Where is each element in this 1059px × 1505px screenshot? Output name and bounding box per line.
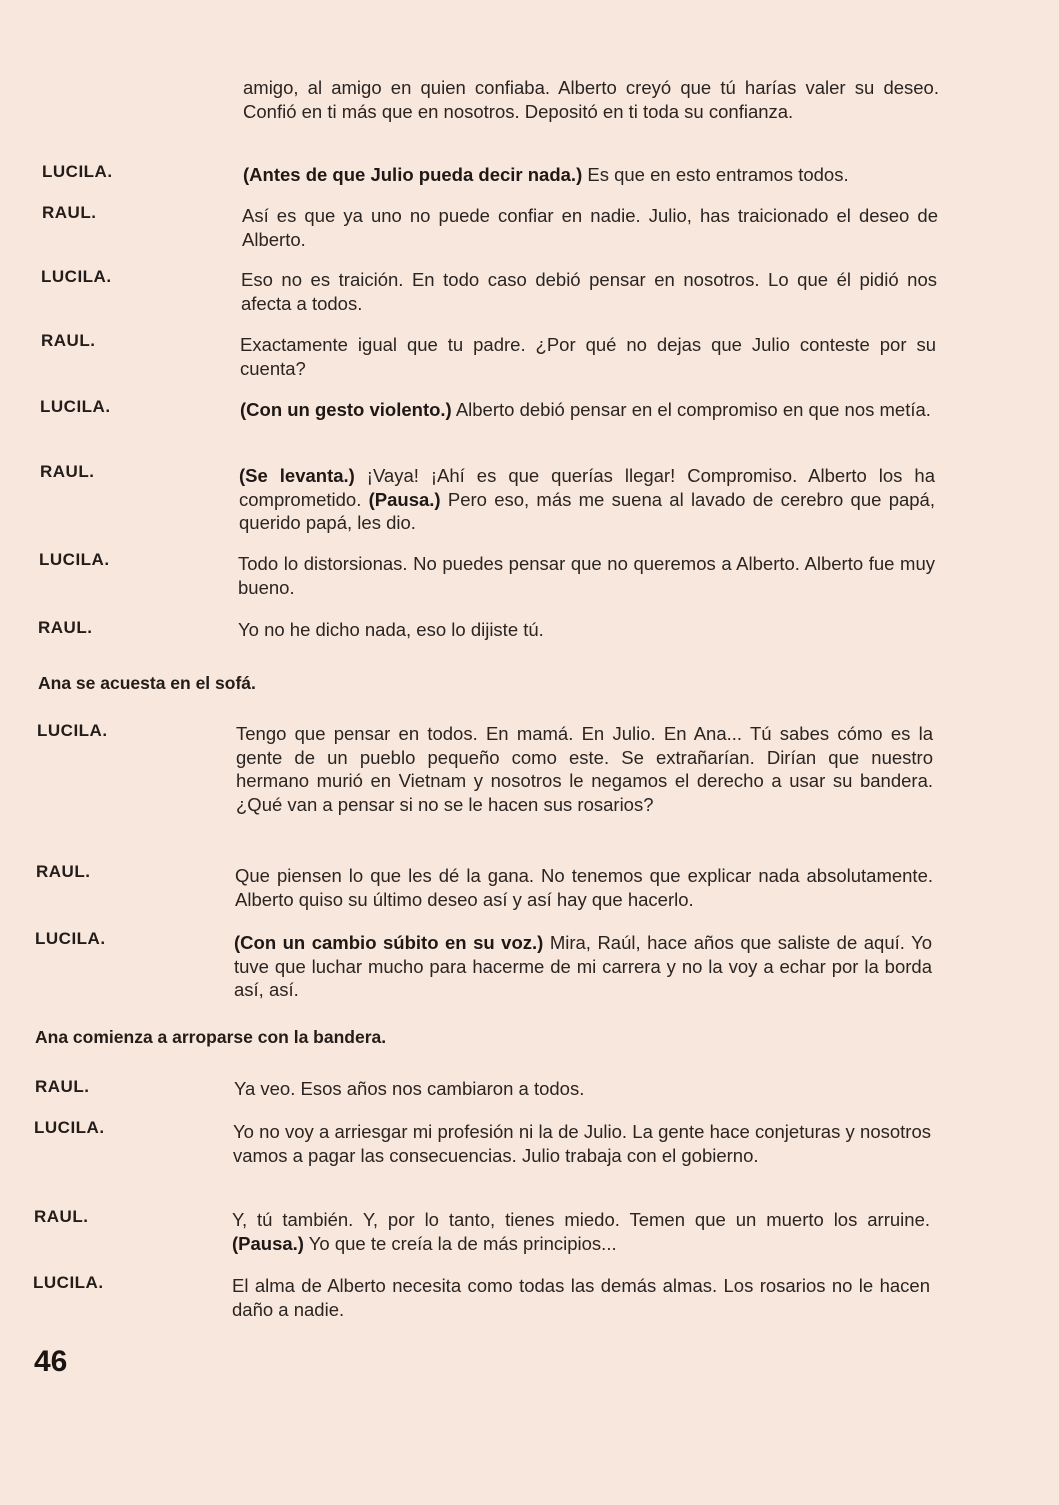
- dialogue-line: Que piensen lo que les dé la gana. No tenemos que explicar nada absolutamente. Alberto quiso su último deseo así y así hay que hacerlo.: [235, 865, 933, 910]
- speaker-name: LUCILA.: [35, 929, 106, 948]
- speaker-name: RAUL.: [36, 862, 91, 881]
- speaker-name: LUCILA.: [39, 550, 110, 569]
- page-number: 46: [34, 1345, 68, 1378]
- stage-direction-inline: (Pausa.): [361, 488, 441, 510]
- speaker-name: RAUL.: [41, 331, 96, 350]
- speaker-name: LUCILA.: [33, 1273, 104, 1292]
- stage-direction-inline: (Pausa.): [232, 1232, 304, 1254]
- speaker-name: RAUL.: [40, 462, 95, 481]
- dialogue-line: Y, tú también. Y, por lo tanto, tienes miedo. Temen que un muerto los arruine. (Pausa.) Yo que te creía la de más principios...: [232, 1209, 930, 1254]
- stage-direction: Ana comienza a arroparse con la bandera.: [35, 1027, 387, 1047]
- speaker-name: LUCILA.: [41, 267, 112, 286]
- dialogue-line: Todo lo distorsionas. No puedes pensar que no queremos a Alberto. Alberto fue muy bueno.: [238, 553, 935, 598]
- dialogue-line: Ya veo. Esos años nos cambiaron a todos.: [234, 1078, 585, 1099]
- speaker-name: RAUL.: [38, 618, 93, 637]
- dialogue-line: Exactamente igual que tu padre. ¿Por qué no dejas que Julio conteste por su cuenta?: [240, 334, 936, 379]
- speaker-name: LUCILA.: [40, 397, 111, 416]
- dialogue-line: Así es que ya uno no puede confiar en nadie. Julio, has traicionado el deseo de Alberto.: [242, 205, 938, 250]
- speaker-name: LUCILA.: [37, 721, 108, 740]
- stage-direction-inline: (Se levanta.): [239, 465, 355, 486]
- dialogue-line: (Se levanta.) ¡Vaya! ¡Ahí es que querías llegar! Compromiso. Alberto los ha comprometido. (Pausa.) Pero eso, más me suena al lavado de cerebro que papá, querido papá, les dio.: [239, 465, 935, 533]
- speaker-name: LUCILA.: [34, 1118, 105, 1137]
- dialogue-line: El alma de Alberto necesita como todas las demás almas. Los rosarios no le hacen daño a nadie.: [232, 1275, 930, 1320]
- dialogue-line: Tengo que pensar en todos. En mamá. En Julio. En Ana... Tú sabes cómo es la gente de un pueblo pequeño como este. Se extrañarían. Dirían que nuestro hermano murió en Vietnam y nosotros le negamos el derecho a usar su bandera. ¿Qué van a pensar si no se le hacen sus rosarios?: [236, 723, 933, 815]
- stage-direction: Ana se acuesta en el sofá.: [38, 673, 256, 693]
- dialogue-line: (Con un gesto violento.) Alberto debió pensar en el compromiso en que nos metía.: [240, 399, 931, 420]
- stage-direction-inline: (Con un cambio súbito en su voz.): [234, 932, 544, 953]
- dialogue-line: amigo, al amigo en quien confiaba. Alberto creyó que tú harías valer su deseo. Confió en ti más que en nosotros. Depositó en ti toda su confianza.: [243, 77, 939, 122]
- speaker-name: RAUL.: [42, 203, 97, 222]
- speaker-name: LUCILA.: [42, 162, 113, 181]
- dialogue-line: Yo no voy a arriesgar mi profesión ni la de Julio. La gente hace conjeturas y nosotros vamos a pagar las consecuencias. Julio trabaja con el gobierno.: [233, 1121, 931, 1166]
- dialogue-line: Yo no he dicho nada, eso lo dijiste tú.: [238, 619, 544, 640]
- speaker-name: RAUL.: [35, 1077, 90, 1096]
- stage-direction-inline: (Antes de que Julio pueda decir nada.): [243, 164, 583, 185]
- dialogue-line: (Antes de que Julio pueda decir nada.) Es que en esto entramos todos.: [243, 164, 849, 185]
- dialogue-line: (Con un cambio súbito en su voz.) Mira, Raúl, hace años que saliste de aquí. Yo tuve que luchar mucho para hacerme de mi carrera y no la voy a echar por la borda así, así.: [234, 932, 933, 1000]
- speaker-name: RAUL.: [34, 1207, 89, 1226]
- dialogue-line: Eso no es traición. En todo caso debió pensar en nosotros. Lo que él pidió nos afecta a todos.: [241, 269, 937, 314]
- stage-direction-inline: (Con un gesto violento.): [240, 399, 452, 420]
